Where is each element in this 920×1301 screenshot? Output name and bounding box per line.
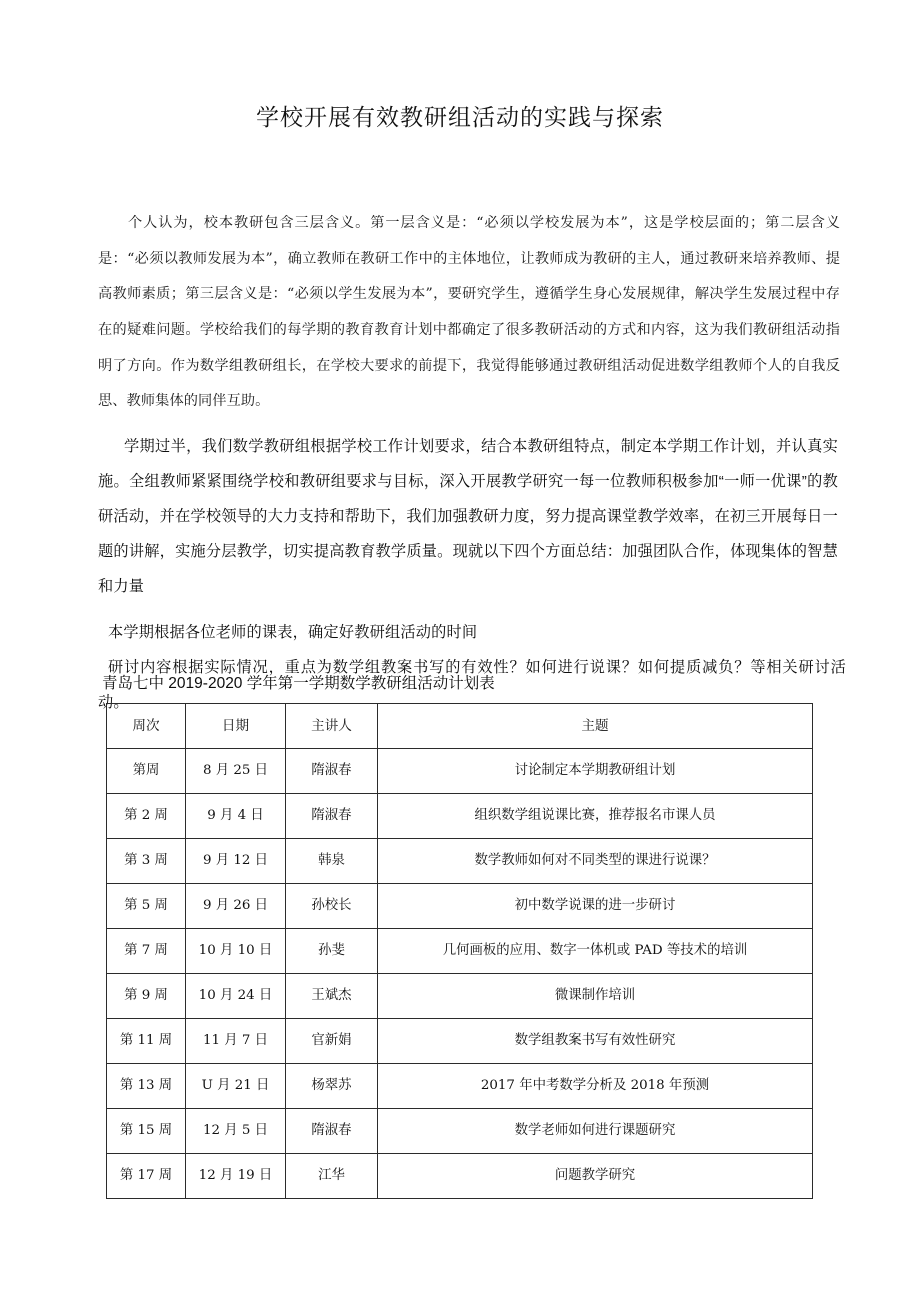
table-row <box>107 794 813 839</box>
table-row <box>107 1109 813 1154</box>
paragraph-4: 研讨内容根据实际情况，重点为数学组教案书写的有效性？如何进行说课？如何提质减负？等相关研讨活动。 <box>98 659 846 712</box>
table-header-date: 日期 <box>186 704 286 749</box>
cell-topic: 初中数学说课的进一步研讨 <box>378 884 813 929</box>
table-caption: 青岛七中 2019-2020 学年第一学期数学教研组活动计划表 <box>102 675 495 692</box>
table-row <box>107 884 813 929</box>
cell-week: 第 11 周 <box>107 1019 186 1064</box>
cell-topic: 数学老师如何进行课题研究 <box>378 1109 813 1154</box>
cell-topic: 问题教学研究 <box>378 1154 813 1199</box>
table-header-topic: 主题 <box>378 704 813 749</box>
cell-week: 第 7 周 <box>107 929 186 974</box>
cell-date: 9 月 4 日 <box>186 794 286 839</box>
paragraph-2: 学期过半，我们数学教研组根据学校工作计划要求，结合本教研组特点，制定本学期工作计划，并认真实施。全组教师紧紧围绕学校和教研组要求与目标，深入开展教学研究一每一位教师积极参加“一师一优课”的教研活动，并在学校领导的大力支持和帮助下，我们加强教研力度，努力提高课堂教学效率，在初三开展每日一题的讲解，实施分层教学，切实提高教育教学质量。现就以下四个方面总结：加强团队合作，体现集体的智慧和力量 <box>98 438 838 596</box>
page-title: 学校开展有效教研组活动的实践与探索 <box>256 105 664 131</box>
activity-plan-table <box>106 703 813 1199</box>
paragraph-3: 本学期根据各位老师的课表，确定好教研组活动的时间 <box>108 624 478 642</box>
cell-speaker: 江华 <box>286 1154 378 1199</box>
cell-date: 12 月 19 日 <box>186 1154 286 1199</box>
cell-date: 10 月 24 日 <box>186 974 286 1019</box>
cell-week: 第 17 周 <box>107 1154 186 1199</box>
table-header-row <box>107 704 813 749</box>
cell-topic: 讨论制定本学期教研组计划 <box>378 749 813 794</box>
table-row <box>107 974 813 1019</box>
table-body <box>107 704 813 1199</box>
cell-speaker: 隋淑春 <box>286 749 378 794</box>
cell-week: 第 13 周 <box>107 1064 186 1109</box>
cell-date: 12 月 5 日 <box>186 1109 286 1154</box>
table-header-week: 周次 <box>107 704 186 749</box>
cell-date: U 月 21 日 <box>186 1064 286 1109</box>
cell-speaker: 孙校长 <box>286 884 378 929</box>
cell-week: 第 9 周 <box>107 974 186 1019</box>
cell-speaker: 韩泉 <box>286 839 378 884</box>
cell-date: 9 月 26 日 <box>186 884 286 929</box>
cell-date: 11 月 7 日 <box>186 1019 286 1064</box>
cell-week: 第 3 周 <box>107 839 186 884</box>
cell-date: 8 月 25 日 <box>186 749 286 794</box>
cell-date: 9 月 12 日 <box>186 839 286 884</box>
cell-speaker: 隋淑春 <box>286 1109 378 1154</box>
cell-speaker: 官新娟 <box>286 1019 378 1064</box>
cell-speaker: 孙斐 <box>286 929 378 974</box>
cell-topic: 组织数学组说课比赛，推荐报名市课人员 <box>378 794 813 839</box>
activity-plan-table-container <box>106 703 812 1199</box>
table-row <box>107 1064 813 1109</box>
cell-week: 第 15 周 <box>107 1109 186 1154</box>
cell-week: 第 5 周 <box>107 884 186 929</box>
cell-topic: 几何画板的应用、数字一体机或 PAD 等技术的培训 <box>378 929 813 974</box>
cell-date: 10 月 10 日 <box>186 929 286 974</box>
cell-topic: 数学组教案书写有效性研究 <box>378 1019 813 1064</box>
table-header-speaker: 主讲人 <box>286 704 378 749</box>
cell-topic: 2017 年中考数学分析及 2018 年预测 <box>378 1064 813 1109</box>
table-row <box>107 1154 813 1199</box>
table-row <box>107 929 813 974</box>
cell-speaker: 杨翠苏 <box>286 1064 378 1109</box>
cell-week: 第周 <box>107 749 186 794</box>
cell-speaker: 王斌杰 <box>286 974 378 1019</box>
cell-week: 第 2 周 <box>107 794 186 839</box>
table-row <box>107 749 813 794</box>
cell-speaker: 隋淑春 <box>286 794 378 839</box>
table-row <box>107 1019 813 1064</box>
paragraph-1: 个人认为，校本教研包含三层含义。第一层含义是：“必须以学校发展为本”，这是学校层面的；第二层含义是：“必须以教师发展为本”，确立教师在教研工作中的主体地位，让教师成为教研的主人，通过教研来培养教师、提高教师素质；第三层含义是：“必须以学生发展为本”，要研究学生，遵循学生身心发展规律，解决学生发展过程中存在的疑难问题。学校给我们的每学期的教育教育计划中都确定了很多教研活动的方式和内容，这为我们教研组活动指明了方向。作为数学组教研组长，在学校大要求的前提下，我觉得能够通过教研组活动促进数学组教师个人的自我反思、教师集体的同伴互助。 <box>98 215 840 410</box>
cell-topic: 数学教师如何对不同类型的课进行说课？ <box>378 839 813 884</box>
cell-topic: 微课制作培训 <box>378 974 813 1019</box>
table-row <box>107 839 813 884</box>
